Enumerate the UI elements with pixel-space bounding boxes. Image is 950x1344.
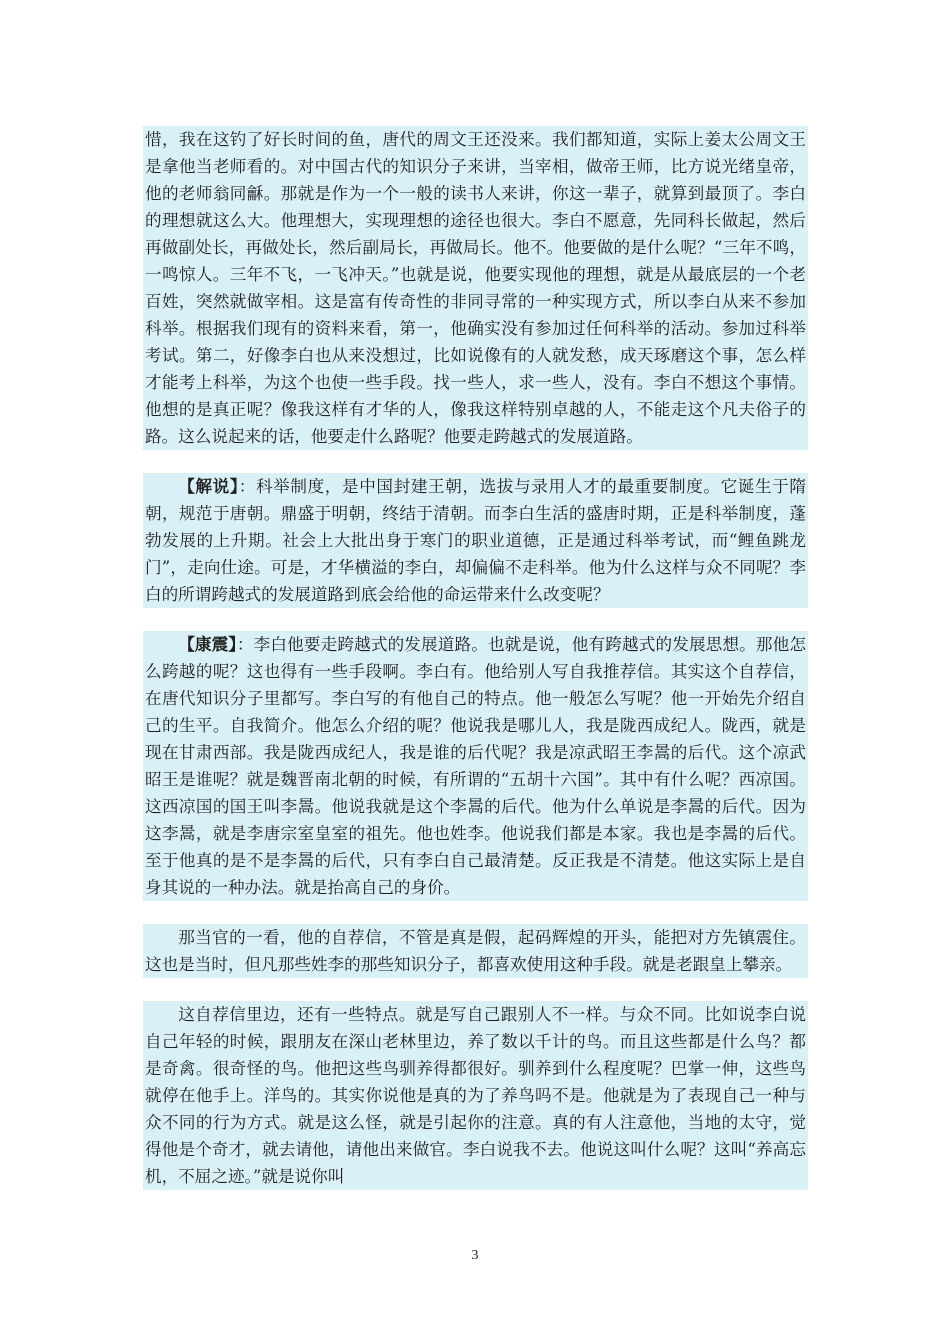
paragraph-gap — [143, 450, 808, 473]
paragraph-gap — [143, 978, 808, 1001]
paragraph-continuation — [143, 126, 808, 450]
paragraph-text: 惜，我在这钓了好长时间的鱼，唐代的周文王还没来。我们都知道，实际上姜太公周文王是拿他当老师看的。对中国古代的知识分子来讲，当宰相，做帝王师，比方说光绪皇帝，他的老师翁同龢。那就是作为一个一般的读书人来讲，你这一辈子，就算到最顶了。李白的理想就这么大。他理想大，实现理想的途径也很大。李白不愿意，先同科长做起，然后再做副处长，再做处长，然后副局长，再做局长。他不。他要做的是什么呢？“三年不鸣，一鸣惊人。三年不飞，一飞冲天。”也就是说，他要实现他的理想，就是从最底层的一个老百姓，突然就做宰相。这是富有传奇性的非同寻常的一种实现方式，所以李白从来不参加科举。根据我们现有的资料来看，第一，他确实没有参加过任何科举的活动。参加过科举考试。第二，好像李白也从来没想过，比如说像有的人就发愁，成天琢磨这个事，怎么样才能考上科举，为这个也使一些手段。找一些人，求一些人，没有。李白不想这个事情。他想的是真正呢？像我这样有才华的人，像我这样特别卓越的人，不能走这个凡夫俗子的路。这么说起来的话，他要走什么路呢？他要走跨越式的发展道路。 — [145, 130, 806, 446]
paragraph-gap — [143, 608, 808, 631]
paragraph-text: 这自荐信里边，还有一些特点。就是写自己跟别人不一样。与众不同。比如说李白说自己年轻的时候，跟朋友在深山老林里边，养了数以千计的鸟。而且这些都是什么鸟？都是奇禽。很奇怪的鸟。他把这些鸟驯养得都很好。驯养到什么程度呢？巴掌一伸，这些鸟就停在他手上。洋鸟的。其实你说他是真的为了养鸟吗不是。他就是为了表现自己一种与众不同的行为方式。就是这么怪，就是引起你的注意。真的有人注意他，当地的太守，觉得他是个奇才，就去请他，请他出来做官。李白说我不去。他说这叫什么呢？这叫“养高忘机，不屈之迹。”就是说你叫 — [145, 1005, 806, 1186]
paragraph-body — [143, 924, 808, 978]
paragraph-body — [143, 1001, 808, 1190]
paragraph-text: 那当官的一看，他的自荐信，不管是真是假，起码辉煌的开头，能把对方先镇震住。这也是当时，但凡那些姓李的那些知识分子，都喜欢使用这种手段。就是老跟皇上攀亲。 — [145, 928, 806, 974]
paragraph-text: ：科举制度，是中国封建王朝，选拔与录用人才的最重要制度。它诞生于隋朝，规范于唐朝。鼎盛于明朝，终结于清朝。而李白生活的盛唐时期，正是科举制度，蓬勃发展的上升期。社会上大批出身于寒门的职业道德，正是通过科举考试，而“鲤鱼跳龙门”，走向仕途。可是，才华横溢的李白，却偏偏不走科举。他为什么这样与众不同呢？李白的所谓跨越式的发展道路到底会给他的命运带来什么改变呢？ — [145, 477, 807, 604]
speaker-label: 【康震】 — [178, 634, 237, 654]
paragraph-kang-zhen — [143, 631, 808, 901]
page-number: 3 — [471, 1248, 479, 1263]
page-body — [143, 126, 808, 1190]
paragraph-gap — [143, 901, 808, 924]
speaker-label: 【解说】 — [178, 476, 239, 496]
paragraph-commentary — [143, 473, 808, 608]
paragraph-text: ：李白他要走跨越式的发展道路。也就是说，他有跨越式的发展思想。那他怎么跨越的呢？这也得有一些手段啊。李白有。他给别人写自我推荐信。其实这个自荐信，在唐代知识分子里都写。李白写的有他自己的特点。他一般怎么写呢？他一开始先介绍自己的生平。自我简介。他怎么介绍的呢？他说我是哪儿人，我是陇西成纪人。陇西，就是现在甘肃西部。我是陇西成纪人，我是谁的后代呢？我是凉武昭王李暠的后代。这个凉武昭王是谁呢？就是魏晋南北朝的时候，有所谓的“五胡十六国”。其中有什么呢？西凉国。这西凉国的国王叫李暠。他说我就是这个李暠的后代。他为什么单说是李暠的后代。因为这李暠，就是李唐宗室皇室的祖先。他也姓李。他说我们都是本家。我也是李暠的后代。至于他真的是不是李暠的后代，只有李白自己最清楚。反正我是不清楚。他这实际上是自身其说的一种办法。就是抬高自己的身价。 — [145, 635, 807, 897]
